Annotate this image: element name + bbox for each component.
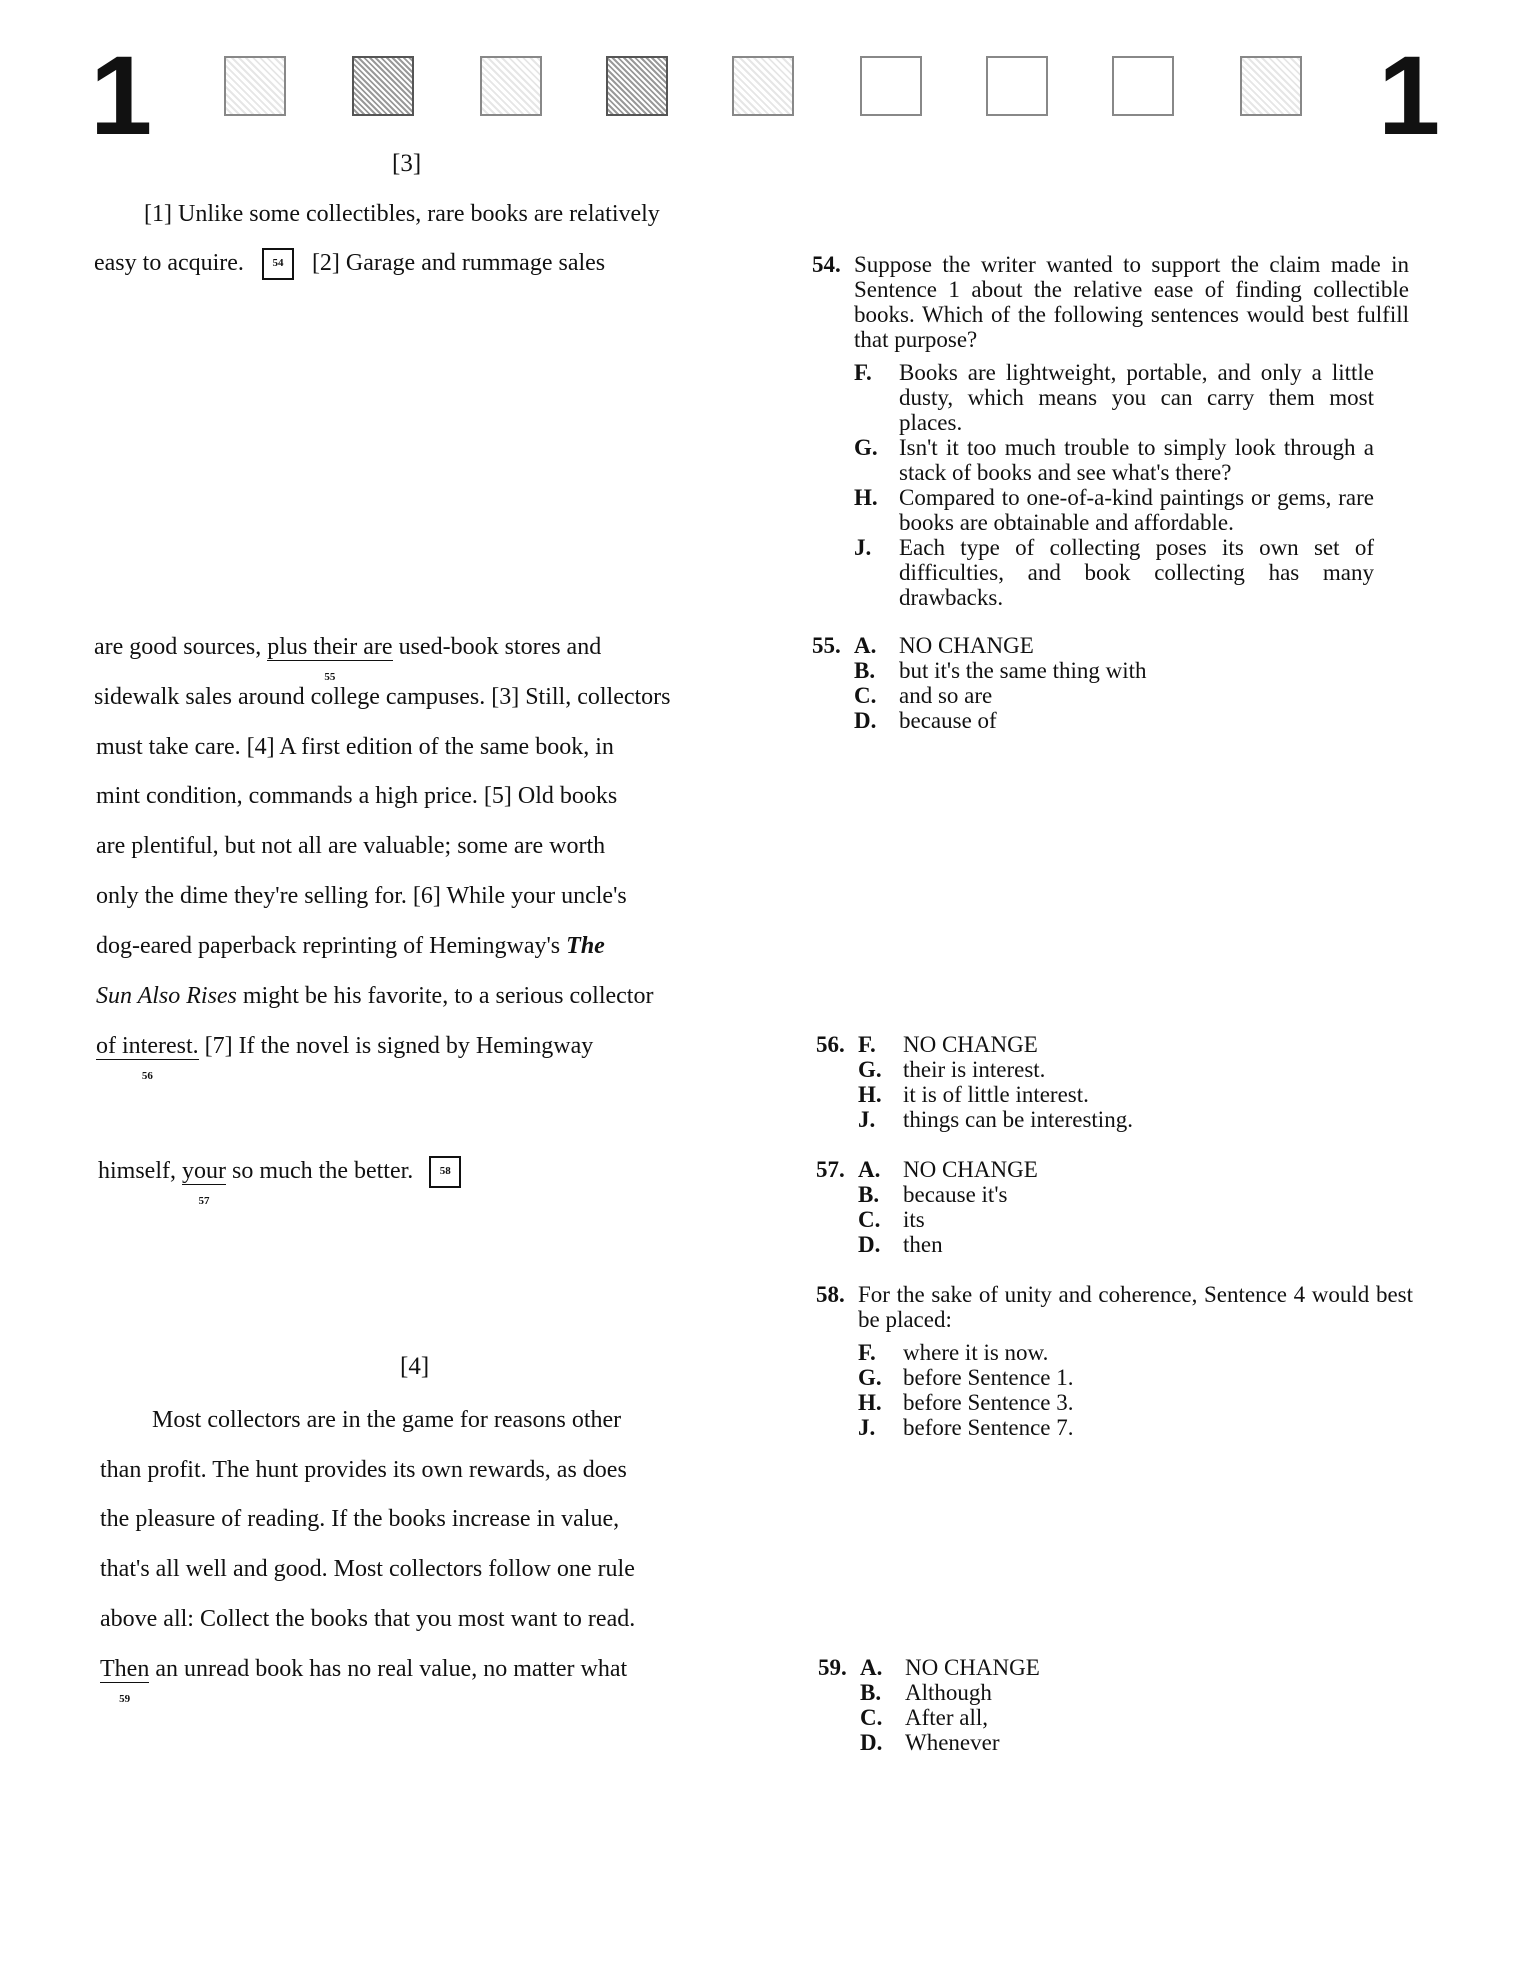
question-58 [816,1282,1413,1440]
question-56 [816,1032,1378,1132]
decorative-box [986,56,1048,116]
underlined-portion-55[interactable]: plus their are 55 [267,634,392,661]
answer-option[interactable]: C. its [858,1207,925,1232]
answer-option[interactable]: H. Compared to one-of-a-kind paintings or gems, rare books are obtainable and affordable. [854,485,1374,535]
underline-number: 56 [141,1070,153,1082]
underlined-portion-57[interactable]: your 57 [182,1158,226,1185]
answer-option[interactable]: G. their is interest. [858,1057,1046,1082]
question-stem: For the sake of unity and coherence, Sentence 4 would best be placed: [858,1282,1413,1332]
answer-option[interactable]: G. before Sentence 1. [858,1365,1074,1390]
decorative-box [480,56,542,116]
answer-option[interactable]: J. Each type of collecting poses its own set of difficulties, and book collecting has many drawbacks. [854,535,1374,610]
answer-option[interactable]: D. Whenever [860,1730,1000,1755]
question-59 [818,1655,1380,1755]
section-number-left: 1 [90,33,153,158]
passage-line: himself, your 57 so much the better. 58 [98,1156,469,1188]
answer-option[interactable]: H. it is of little interest. [858,1082,1089,1107]
passage-line: easy to acquire. 54 [2] Garage and rummage sales [94,248,605,280]
section-number-right: 1 [1378,33,1441,158]
answer-option[interactable]: J. before Sentence 7. [858,1415,1074,1440]
answer-option[interactable]: D. because of [854,708,997,733]
underline-number: 59 [119,1693,131,1705]
question-55 [812,633,1374,733]
question-number: 56. [816,1032,845,1057]
answer-option[interactable]: D. then [858,1232,943,1257]
answer-option[interactable]: A. NO CHANGE [858,1157,1038,1182]
question-number: 57. [816,1157,845,1182]
question-marker-54[interactable]: 54 [262,248,294,280]
decorative-box [1112,56,1174,116]
passage-line: the pleasure of reading. If the books increase in value, [100,1506,620,1532]
question-57 [816,1157,1378,1257]
answer-option[interactable]: J. things can be interesting. [858,1107,1133,1132]
answer-option[interactable]: A. NO CHANGE [854,633,1034,658]
answer-option[interactable]: F. NO CHANGE [858,1032,1038,1057]
passage-line: Most collectors are in the game for reasons other [152,1407,622,1433]
decorative-box [860,56,922,116]
question-number: 55. [812,633,841,658]
passage-line: of interest. 56 [7] If the novel is signed by Hemingway [96,1031,593,1061]
question-number: 58. [816,1282,845,1307]
underline-number: 57 [198,1195,210,1207]
underline-number: 55 [324,671,336,683]
answer-option[interactable]: A. NO CHANGE [860,1655,1040,1680]
question-number: 54. [812,252,841,277]
decorative-box [732,56,794,116]
underlined-portion-59[interactable]: Then 59 [100,1656,149,1683]
decorative-box [1240,56,1302,116]
passage-line: above all: Collect the books that you most want to read. [100,1606,636,1632]
question-marker-58[interactable]: 58 [429,1156,461,1188]
answer-option[interactable]: B. because it's [858,1182,1008,1207]
answer-option[interactable]: F. Books are lightweight, portable, and only a little dusty, which means you can carry them most places. [854,360,1374,435]
passage-line: sidewalk sales around college campuses. [3] Still, collectors [94,684,671,710]
passage-line: that's all well and good. Most collectors follow one rule [100,1556,635,1582]
decorative-box [224,56,286,116]
passage-line: Sun Also Rises might be his favorite, to a serious collector [96,983,654,1009]
answer-option[interactable]: B. Although [860,1680,992,1705]
passage-line: are good sources, plus their are 55 used-book stores and [94,632,601,662]
answer-option[interactable]: B. but it's the same thing with [854,658,1147,683]
answer-option[interactable]: C. After all, [860,1705,989,1730]
passage-line: must take care. [4] A first edition of the same book, in [96,734,614,760]
question-stem: Suppose the writer wanted to support the claim made in Sentence 1 about the relative ease of finding collectible books. Which of the following sentences would best fulfill that purpose? [854,252,1409,352]
question-54 [812,252,1409,610]
passage-line: mint condition, commands a high price. [5] Old books [96,783,618,809]
underlined-portion-56[interactable]: of interest. 56 [96,1033,199,1060]
passage-line: only the dime they're selling for. [6] While your uncle's [96,883,627,909]
passage-line: [1] Unlike some collectibles, rare books are relatively [144,201,660,227]
paragraph-4-heading: [4] [400,1353,430,1380]
paragraph-3-heading: [3] [392,150,422,177]
passage-line: are plentiful, but not all are valuable; some are worth [96,833,606,859]
answer-option[interactable]: C. and so are [854,683,993,708]
passage-line: dog-eared paperback reprinting of Hemingway's The [96,933,605,959]
decorative-box [606,56,668,116]
passage-line: Then 59 an unread book has no real value, no matter what [100,1654,627,1684]
decorative-box [352,56,414,116]
answer-option[interactable]: F. where it is now. [858,1340,1049,1365]
passage-line: than profit. The hunt provides its own rewards, as does [100,1457,627,1483]
question-number: 59. [818,1655,847,1680]
answer-option[interactable]: H. before Sentence 3. [858,1390,1074,1415]
answer-option[interactable]: G. Isn't it too much trouble to simply look through a stack of books and see what's there? [854,435,1374,485]
